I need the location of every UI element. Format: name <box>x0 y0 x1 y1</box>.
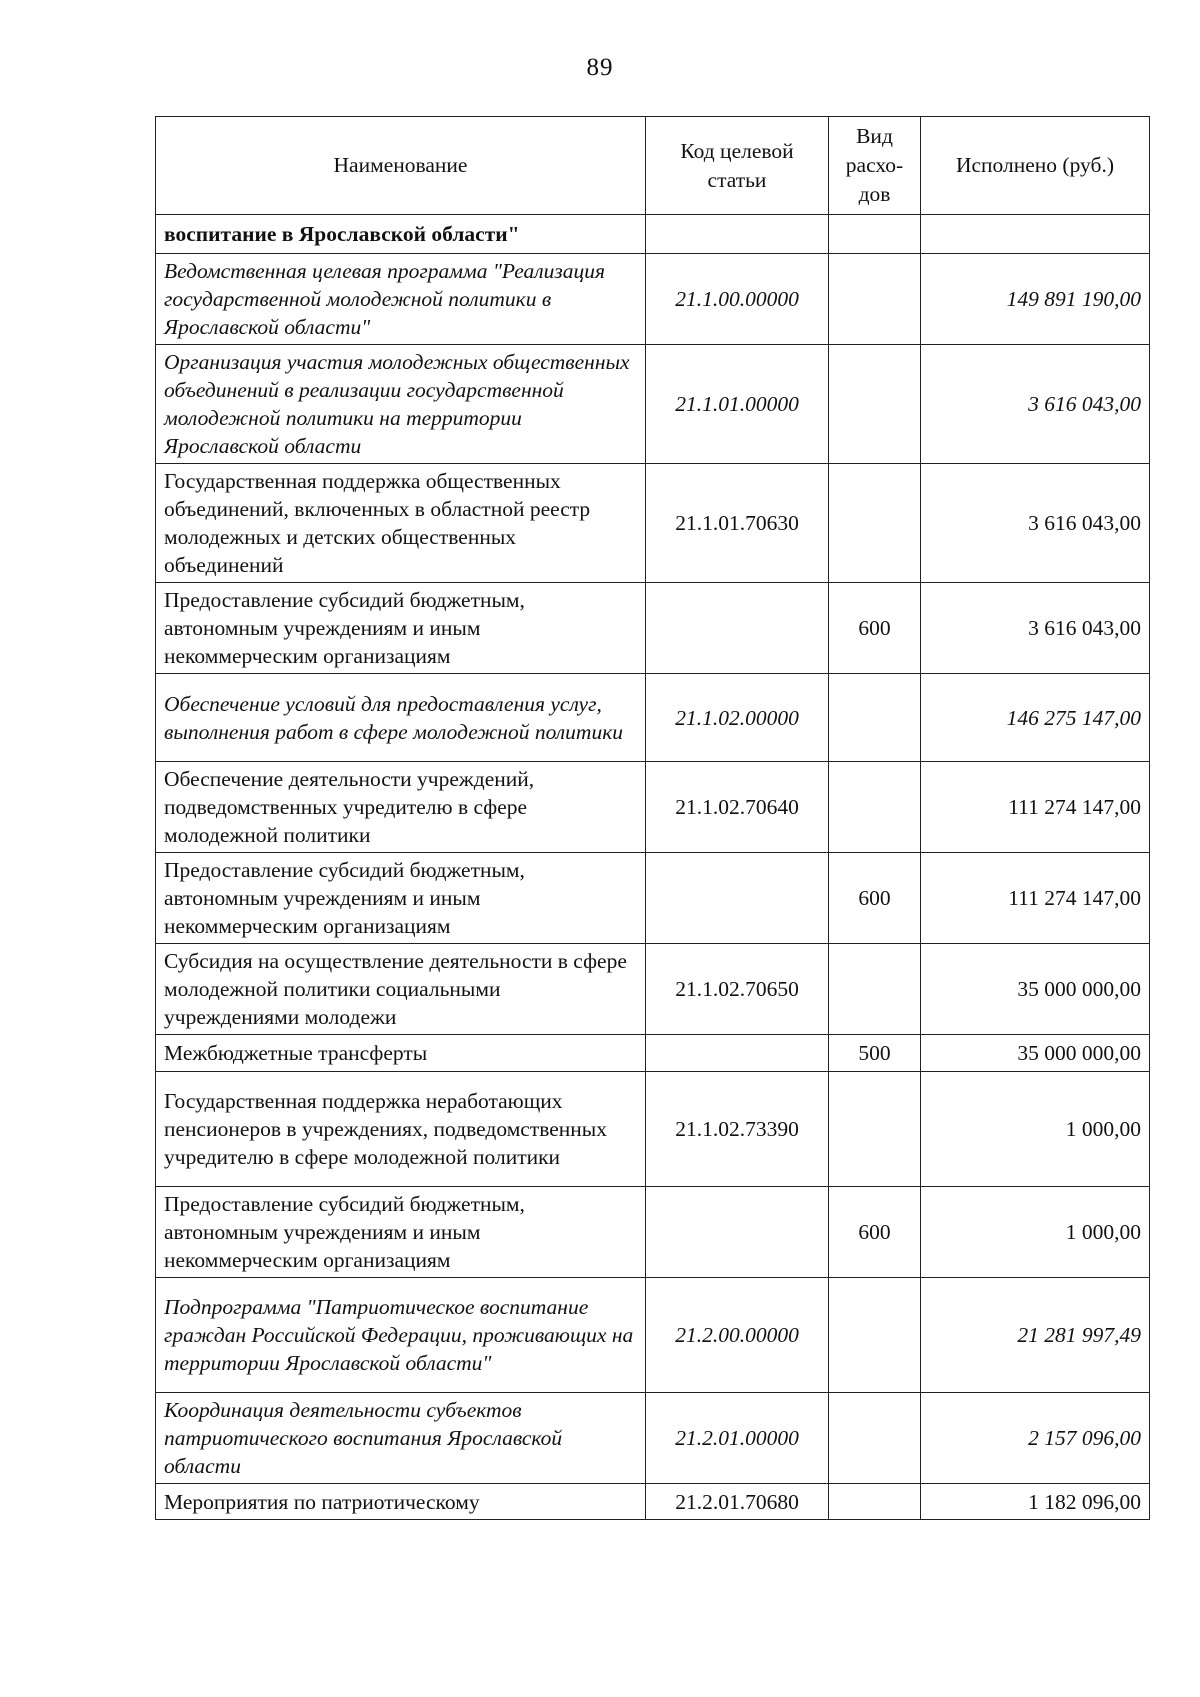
row-kind <box>829 1484 921 1520</box>
row-code: 21.1.01.00000 <box>646 345 829 464</box>
table-row <box>156 345 1150 464</box>
row-code: 21.2.01.70680 <box>646 1484 829 1520</box>
row-kind <box>829 944 921 1035</box>
row-code: 21.2.00.00000 <box>646 1278 829 1393</box>
table-row <box>156 944 1150 1035</box>
row-amount: 146 275 147,00 <box>921 674 1150 762</box>
row-amount: 21 281 997,49 <box>921 1278 1150 1393</box>
row-name: Обеспечение деятельности учреждений, подведомственных учредителю в сфере молодежной политики <box>156 762 646 853</box>
row-name: Ведомственная целевая программа "Реализация государственной молодежной политики в Ярославской области" <box>156 254 646 345</box>
column-header-kind: Вид расхо-дов <box>829 117 921 215</box>
row-name: Государственная поддержка общественных объединений, включенных в областной реестр молодежных и детских общественных объединений <box>156 464 646 583</box>
row-code <box>646 1035 829 1072</box>
row-name: воспитание в Ярославской области" <box>156 215 646 254</box>
row-amount: 3 616 043,00 <box>921 464 1150 583</box>
row-code <box>646 1187 829 1278</box>
row-kind <box>829 762 921 853</box>
table-row <box>156 853 1150 944</box>
table-row <box>156 1187 1150 1278</box>
page-number: 89 <box>586 54 614 81</box>
row-kind <box>829 674 921 762</box>
table-row <box>156 1484 1150 1520</box>
row-kind: 600 <box>829 583 921 674</box>
table-row <box>156 464 1150 583</box>
table-row <box>156 215 1150 254</box>
row-code: 21.1.01.70630 <box>646 464 829 583</box>
row-code <box>646 583 829 674</box>
row-code <box>646 853 829 944</box>
row-amount <box>921 215 1150 254</box>
table-row <box>156 583 1150 674</box>
table-row <box>156 1393 1150 1484</box>
row-kind <box>829 254 921 345</box>
row-amount: 1 000,00 <box>921 1187 1150 1278</box>
row-code <box>646 215 829 254</box>
row-kind: 500 <box>829 1035 921 1072</box>
row-name: Обеспечение условий для предоставления услуг, выполнения работ в сфере молодежной политики <box>156 674 646 762</box>
budget-table <box>155 116 1150 1520</box>
row-code: 21.1.00.00000 <box>646 254 829 345</box>
table-header <box>156 117 1150 215</box>
table-row <box>156 1278 1150 1393</box>
row-code: 21.1.02.73390 <box>646 1072 829 1187</box>
table-row <box>156 674 1150 762</box>
row-name: Организация участия молодежных общественных объединений в реализации государственной молодежной политики на территории Ярославской области <box>156 345 646 464</box>
column-header-code: Код целевой статьи <box>646 117 829 215</box>
row-kind <box>829 1278 921 1393</box>
row-amount: 111 274 147,00 <box>921 762 1150 853</box>
table-row <box>156 1035 1150 1072</box>
column-header-amount: Исполнено (руб.) <box>921 117 1150 215</box>
row-name: Государственная поддержка неработающих пенсионеров в учреждениях, подведомственных учредителю в сфере молодежной политики <box>156 1072 646 1187</box>
row-code: 21.1.02.70640 <box>646 762 829 853</box>
table-row <box>156 762 1150 853</box>
row-name: Координация деятельности субъектов патриотического воспитания Ярославской области <box>156 1393 646 1484</box>
row-amount: 3 616 043,00 <box>921 345 1150 464</box>
row-name: Предоставление субсидий бюджетным, автономным учреждениям и иным некоммерческим организациям <box>156 583 646 674</box>
row-code: 21.2.01.00000 <box>646 1393 829 1484</box>
row-name: Предоставление субсидий бюджетным, автономным учреждениям и иным некоммерческим организациям <box>156 1187 646 1278</box>
row-name: Подпрограмма "Патриотическое воспитание граждан Российской Федерации, проживающих на территории Ярославской области" <box>156 1278 646 1393</box>
row-kind <box>829 345 921 464</box>
row-amount: 35 000 000,00 <box>921 1035 1150 1072</box>
row-name: Межбюджетные трансферты <box>156 1035 646 1072</box>
row-name: Мероприятия по патриотическому <box>156 1484 646 1520</box>
row-code: 21.1.02.70650 <box>646 944 829 1035</box>
row-kind <box>829 1393 921 1484</box>
row-amount: 1 182 096,00 <box>921 1484 1150 1520</box>
row-kind: 600 <box>829 1187 921 1278</box>
column-header-name: Наименование <box>156 117 646 215</box>
row-kind: 600 <box>829 853 921 944</box>
row-amount: 1 000,00 <box>921 1072 1150 1187</box>
row-amount: 111 274 147,00 <box>921 853 1150 944</box>
row-name: Субсидия на осуществление деятельности в сфере молодежной политики социальными учреждениями молодежи <box>156 944 646 1035</box>
row-amount: 2 157 096,00 <box>921 1393 1150 1484</box>
table-row <box>156 254 1150 345</box>
table-row <box>156 1072 1150 1187</box>
table-body <box>156 215 1150 1520</box>
row-amount: 149 891 190,00 <box>921 254 1150 345</box>
row-kind <box>829 464 921 583</box>
row-kind <box>829 215 921 254</box>
row-amount: 35 000 000,00 <box>921 944 1150 1035</box>
row-kind <box>829 1072 921 1187</box>
row-amount: 3 616 043,00 <box>921 583 1150 674</box>
row-name: Предоставление субсидий бюджетным, автономным учреждениям и иным некоммерческим организациям <box>156 853 646 944</box>
row-code: 21.1.02.00000 <box>646 674 829 762</box>
